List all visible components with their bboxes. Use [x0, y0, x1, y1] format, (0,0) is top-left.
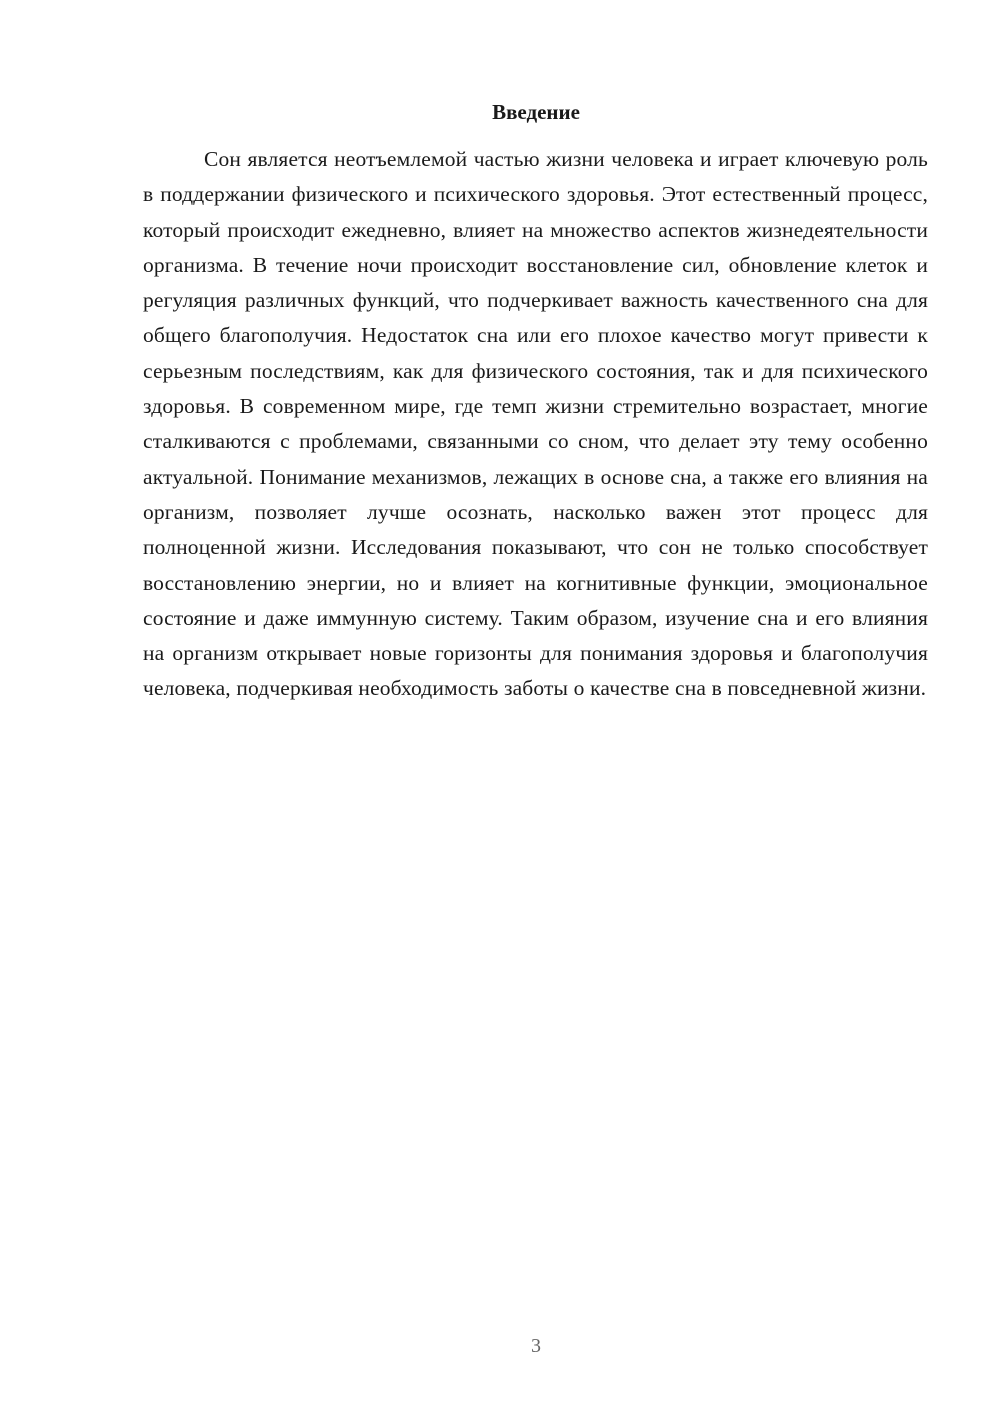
- page-number: 3: [531, 1335, 541, 1357]
- body-paragraph: Сон является неотъемлемой частью жизни человека и играет ключевую роль в поддержании физического и психического здоровья. Этот естественный процесс, который происходит ежедневно, влияет на множество аспектов жизнедеятельности организма. В течение ночи происходит восстановление сил, обновление клеток и регуляция различных функций, что подчеркивает важность качественного сна для общего благополучия. Недостаток сна или его плохое качество могут привести к серьезным последствиям, как для физического состояния, так и для психического здоровья. В современном мире, где темп жизни стремительно возрастает, многие сталкиваются с проблемами, связанными со сном, что делает эту тему особенно актуальной. Понимание механизмов, лежащих в основе сна, а также его влияния на организм, позволяет лучше осознать, насколько важен этот процесс для полноценной жизни. Исследования показывают, что сон не только способствует восстановлению энергии, но и влияет на когнитивные функции, эмоциональное состояние и даже иммунную систему. Таким образом, изучение сна и его влияния на организм открывает новые горизонты для понимания здоровья и благополучия человека, подчеркивая необходимость заботы о качестве сна в повседневной жизни.: [143, 147, 928, 701]
- section-title: Введение: [492, 100, 580, 124]
